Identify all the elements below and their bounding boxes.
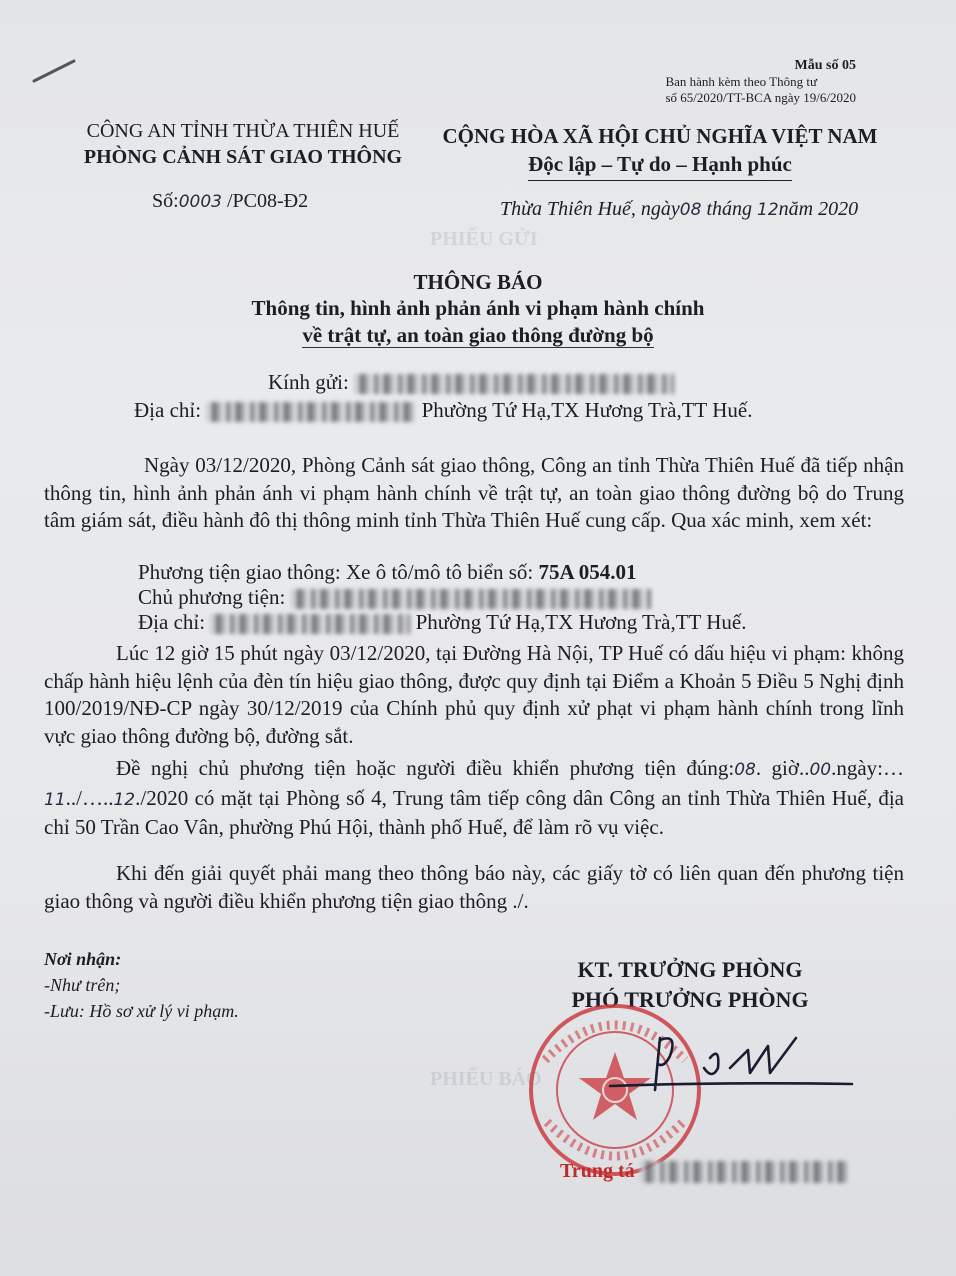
document-number: [152, 190, 308, 213]
summons-text-a: Đề nghị chủ phương tiện hoặc người điều khiển phương tiện đúng:: [116, 756, 735, 780]
summons-text-d: ../…..: [65, 785, 114, 810]
signature-title-1: KT. TRƯỞNG PHÒNG: [577, 957, 803, 982]
summons-minute: 00: [809, 760, 832, 780]
doc-no-suffix: /PC08-Đ2: [221, 190, 309, 212]
receivers-item: -Như trên;: [44, 975, 121, 995]
doc-no-prefix: Số:: [152, 190, 179, 212]
notice-title: THÔNG BÁO: [413, 270, 543, 294]
redacted-address: [206, 402, 416, 422]
notice-subtitle-1: Thông tin, hình ảnh phản ánh vi phạm hành chính: [251, 296, 705, 320]
paragraph-violation: Lúc 12 giờ 15 phút ngày 03/12/2020, tại Đường Hà Nội, TP Huế có dấu hiệu vi phạm: không chấp hành hiệu lệnh của đèn tín hiệu giao thông, được quy định tại Điểm a Khoản 5 Điều 5 Nghị định 100/2019/NĐ-CP ngày 30/12/2019 của Chính phủ quy định xử phạt vi phạm hành chính trong lĩnh vực giao thông đường bộ, đường sắt.: [44, 641, 904, 748]
date-month: 12: [757, 200, 779, 220]
summons-text-e: ./2020 có mặt tại Phòng số 4, Trung tâm tiếp công dân Công an tỉnh Thừa Thiên Huế, địa chỉ 50 Trần Cao Vân, phường Phú Hội, thành phố Huế, để làm rõ vụ việc.: [44, 785, 904, 839]
license-plate: 75A 054.01: [538, 560, 637, 584]
summons-month: 12: [113, 789, 136, 810]
receivers-item: -Lưu: Hồ sơ xử lý vi phạm.: [44, 1001, 239, 1021]
owner-address-line: [138, 610, 746, 635]
republic-motto: Độc lập – Tự do – Hạnh phúc: [528, 150, 792, 181]
paragraph-requirements: Khi đến giải quyết phải mang theo thông báo này, các giấy tờ có liên quan đến phương tiện giao thông và người điều khiển phương tiện giao thông ./.: [44, 861, 904, 913]
pen-mark-icon: [30, 55, 80, 85]
form-id-block: [665, 58, 856, 106]
republic-line1: CỘNG HÒA XÃ HỘI CHỦ NGHĨA VIỆT NAM: [442, 124, 878, 148]
republic-header: [430, 122, 890, 181]
agency-line1: CÔNG AN TỈNH THỪA THIÊN HUẾ: [86, 120, 400, 142]
recipient-address-label: Địa chỉ:: [134, 398, 202, 422]
owner-label: Chủ phương tiện:: [138, 585, 286, 609]
notice-subtitle-2-text: về trật tự, an toàn giao thông đường bộ: [302, 323, 654, 347]
signer-rank: Trung tá: [560, 1160, 635, 1182]
paragraph-summons: Đề nghị chủ phương tiện hoặc người điều khiển phương tiện đúng:08. giờ..00.ngày:…11../…..12./2020 có mặt tại Phòng số 4, Trung tâm tiếp công dân Công an tỉnh Thừa Thiên Huế, địa chỉ 50 Trần Cao Vân, phường Phú Hội, thành phố Huế, để làm rõ vụ việc.: [44, 756, 905, 839]
date-place: Thừa Thiên Huế, ngày: [500, 198, 680, 220]
redacted-owner: [291, 589, 651, 609]
redacted-recipient: [354, 374, 674, 394]
form-number: Mẫu số 05: [794, 58, 856, 73]
owner-line: [138, 585, 651, 610]
notice-subtitle-2: [0, 323, 956, 348]
date-month-word: tháng: [706, 198, 752, 220]
signer-name: [560, 1160, 850, 1183]
bleed-through-text: PHIẾU GỬI: [430, 228, 538, 250]
signature-title-2: PHÓ TRƯỞNG PHÒNG: [571, 987, 809, 1012]
summons-text-c: .ngày:…: [831, 756, 905, 780]
vehicle-line: [138, 560, 636, 585]
owner-address-label: Địa chỉ:: [138, 610, 206, 634]
redacted-signer-name: [640, 1161, 850, 1183]
date-day: 08: [679, 200, 702, 220]
redacted-owner-address: [210, 614, 410, 634]
recipient-address-tail: Phường Tứ Hạ,TX Hương Trà,TT Huế.: [421, 398, 753, 422]
form-issued-line2: số 65/2020/TT-BCA ngày 19/6/2020: [665, 90, 856, 105]
form-issued-line1: Ban hành kèm theo Thông tư: [665, 74, 818, 89]
summons-day: 11: [44, 789, 66, 810]
summons-text-b: giờ..: [771, 756, 810, 780]
summons-hour: 08: [734, 760, 756, 780]
receivers-block: [44, 946, 239, 1024]
doc-no-handwritten: 0003: [178, 192, 222, 212]
bleed-through-text: PHIẾU BÁO: [430, 1068, 542, 1090]
receivers-heading: Nơi nhận:: [44, 949, 122, 969]
place-date: [500, 198, 858, 221]
agency-line2: PHÒNG CẢNH SÁT GIAO THÔNG: [83, 146, 403, 168]
recipient-address-line: [134, 398, 752, 423]
recipient-line: [268, 370, 674, 395]
agency-header: [68, 118, 418, 170]
owner-address-tail: Phường Tứ Hạ,TX Hương Trà,TT Huế.: [415, 610, 747, 634]
date-year: năm 2020: [778, 198, 859, 220]
recipient-label: Kính gửi:: [268, 370, 349, 394]
paragraph-intro: Ngày 03/12/2020, Phòng Cảnh sát giao thông, Công an tỉnh Thừa Thiên Huế đã tiếp nhận thông tin, hình ảnh phản ánh vi phạm hành chính về trật tự, an toàn giao thông đường bộ do Trung tâm giám sát, điều hành đô thị thông minh tỉnh Thừa Thiên Huế cung cấp. Qua xác minh, xem xét:: [44, 453, 904, 532]
handwritten-signature: [600, 1028, 860, 1098]
vehicle-label: Phương tiện giao thông: Xe ô tô/mô tô biển số:: [138, 560, 539, 584]
